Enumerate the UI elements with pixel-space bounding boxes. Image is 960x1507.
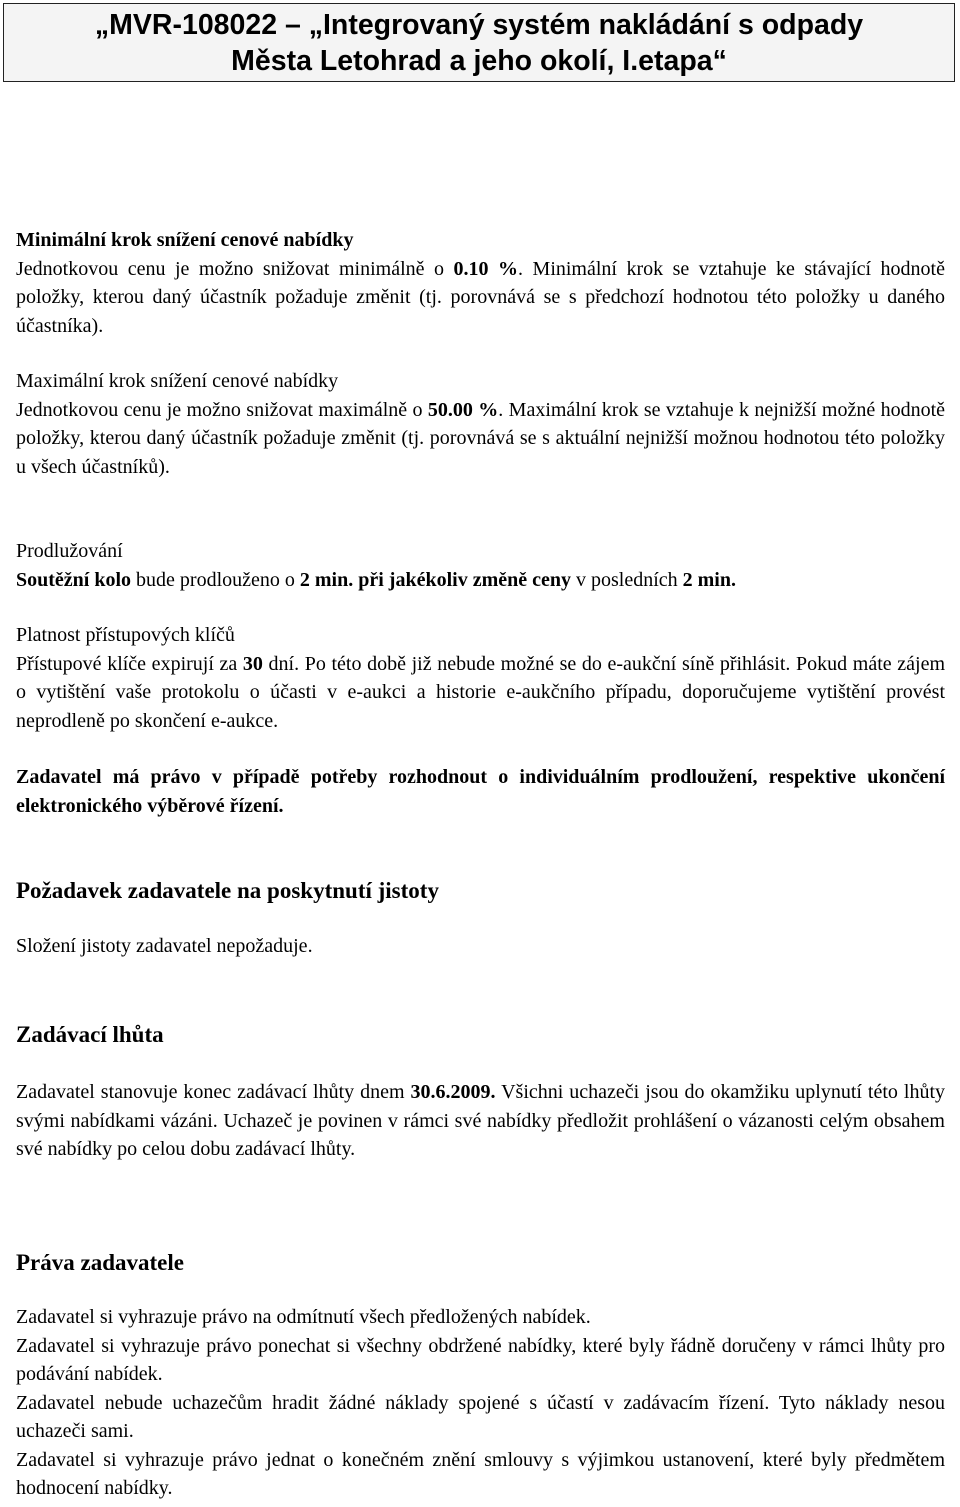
document-title-line-1: „MVR-108022 – „Integrovaný systém nakládání s odpady xyxy=(94,8,864,41)
keys-text-a: Přístupové klíče expirují za xyxy=(16,652,243,675)
max-step-value: 50.00 % xyxy=(427,398,499,421)
period-heading: Zadávací lhůta xyxy=(16,1022,164,1047)
extension-minutes-1: 2 min. xyxy=(299,568,354,591)
document-title-line-2: Města Letohrad a jeho okolí, I.etapa“ xyxy=(231,44,727,77)
keys-days: 30 xyxy=(242,652,263,675)
period-section xyxy=(16,1020,945,1164)
period-text-b: Všichni uchazeči jsou do okamžiku uplynutí této lhůty svými nabídkami vázáni. Uchazeč je povinen v rámci své nabídky předložit prohlášení o vázanosti celým obsahem své nabídky po celou dobu zadávací lhůty. xyxy=(16,1081,945,1160)
min-step-text-a: Jednotkovou cenu je možno snižovat minimálně o xyxy=(16,257,454,280)
rights-item: Zadavatel si vyhrazuje právo ponechat si všechny obdržené nabídky, které byly řádně doručeny v rámci lhůty pro podávání nabídek. xyxy=(16,1334,945,1385)
rights-list xyxy=(16,1303,945,1503)
keys-heading: Platnost přístupových klíčů xyxy=(16,624,235,646)
guarantee-text: Složení jistoty zadavatel nepožaduje. xyxy=(16,935,313,957)
extension-round: Soutěžní kolo xyxy=(16,568,132,591)
keys-text-b: dní. Po této době již nebude možné se do e-aukční síně přihlásit. Pokud máte zájem o vytištění vaše protokolu o účasti v e-aukci a historie e-aukčního případu, doporučujeme vytištění provést neprodleně po skončení e-aukce. xyxy=(16,652,946,732)
min-step-text xyxy=(16,255,945,341)
extension-change: při jakékoliv změně ceny xyxy=(358,568,571,591)
notice-section xyxy=(16,763,945,820)
period-text-a: Zadavatel stanovuje konec zadávací lhůty dnem xyxy=(16,1081,411,1103)
period-text xyxy=(16,1078,945,1164)
extension-text xyxy=(16,566,945,595)
max-step-text-a: Jednotkovou cenu je možno snižovat maximálně o xyxy=(16,398,428,421)
rights-section xyxy=(16,1248,945,1503)
notice-text: Zadavatel má právo v případě potřeby rozhodnout o individuálním prodloužení, respektive ukončení elektronického výběrové řízení. xyxy=(16,766,945,817)
extension-section xyxy=(16,537,945,594)
rights-heading: Práva zadavatele xyxy=(16,1250,184,1275)
max-step-text xyxy=(16,396,945,482)
extension-text-a: bude prodlouženo o xyxy=(131,568,300,591)
guarantee-section xyxy=(16,876,945,961)
keys-text xyxy=(16,650,945,736)
max-step-section xyxy=(16,367,945,481)
extension-heading: Prodlužování xyxy=(16,540,123,562)
max-step-text-b: . Maximální krok se vztahuje k nejnižší možné hodnotě položky, kterou daný účastník požaduje změnit (tj. porovnává se s aktuální nejnižší možnou hodnotou této položky u všech účastníků). xyxy=(16,398,946,478)
extension-minutes-2: 2 min. xyxy=(682,568,736,591)
period-date: 30.6.2009. xyxy=(410,1081,496,1103)
min-step-value: 0.10 % xyxy=(453,257,519,280)
rights-item: Zadavatel nebude uchazečům hradit žádné náklady spojené s účastí v zadávacím řízení. Tyto náklady nesou uchazeči sami. xyxy=(16,1391,945,1442)
document-title-box xyxy=(3,3,955,82)
guarantee-heading: Požadavek zadavatele na poskytnutí jistoty xyxy=(16,878,439,903)
min-step-heading: Minimální krok snížení cenové nabídky xyxy=(16,229,354,251)
min-step-section xyxy=(16,226,945,340)
extension-text-c: v posledních xyxy=(570,568,683,591)
rights-item: Zadavatel si vyhrazuje právo na odmítnutí všech předložených nabídek. xyxy=(16,1306,591,1328)
max-step-heading: Maximální krok snížení cenové nabídky xyxy=(16,370,339,392)
keys-section xyxy=(16,621,945,735)
rights-item: Zadavatel si vyhrazuje právo jednat o konečném znění smlouvy s výjimkou ustanovení, které byly předmětem hodnocení nabídky. xyxy=(16,1448,945,1499)
min-step-text-b: . Minimální krok se vztahuje ke stávající hodnotě položky, kterou daný účastník požaduje změnit (tj. porovnává se s předchozí hodnotou této položky u daného účastníka). xyxy=(16,257,945,337)
